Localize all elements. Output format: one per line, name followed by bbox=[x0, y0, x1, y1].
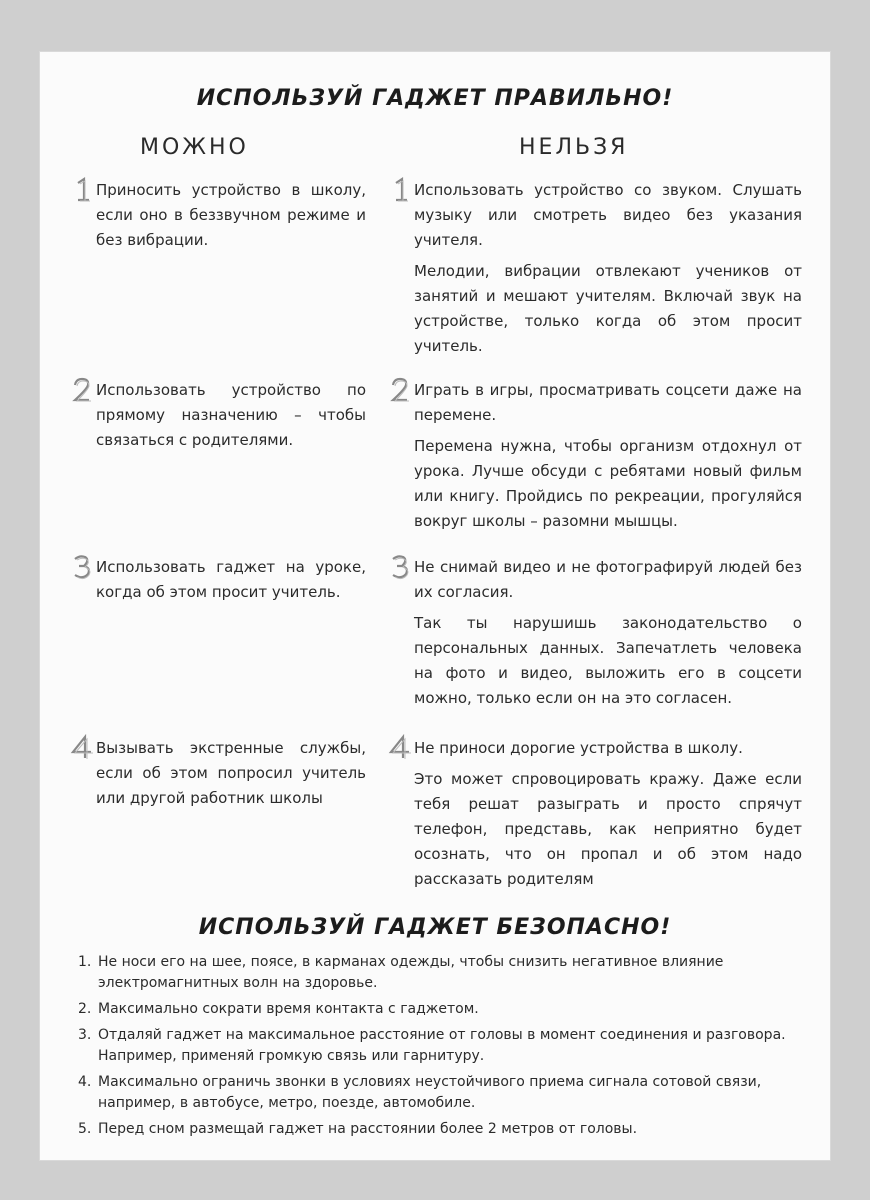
outline-digit-2-icon bbox=[388, 376, 412, 404]
can-text-2: Использовать устройство по прямому назначению – чтобы связаться с родителями. bbox=[96, 381, 366, 449]
outline-digit-2-icon bbox=[70, 376, 94, 404]
list-item-number: 5. bbox=[78, 1121, 92, 1137]
column-heading-cannot: НЕЛЬЗЯ bbox=[519, 135, 629, 160]
cannot-text-block-1 bbox=[414, 178, 802, 365]
can-text-4: Вызывать экстренные службы, если об этом попросил учитель или другой работник школы bbox=[96, 739, 366, 807]
main-title: ИСПОЛЬЗУЙ ГАДЖЕТ ПРАВИЛЬНО! bbox=[196, 86, 674, 111]
safety-list bbox=[78, 952, 790, 1145]
outline-digit-4-icon bbox=[388, 734, 412, 762]
list-item-number: 1. bbox=[78, 954, 92, 970]
cannot-note-3: Так ты нарушишь законодательство о персональных данных. Запечатлеть человека на фото и видео, выложить его в соцсети можно, только если он на это согласен. bbox=[414, 614, 802, 707]
list-item-text: Не носи его на шее, поясе, в карманах одежды, чтобы снизить негативное влияние электромагнитных волн на здоровье. bbox=[98, 954, 724, 991]
outline-digit-1-icon bbox=[70, 176, 94, 204]
list-item bbox=[78, 999, 790, 1020]
list-item-text: Перед сном размещай гаджет на расстоянии более 2 метров от головы. bbox=[98, 1121, 638, 1137]
cannot-text-block-3 bbox=[414, 555, 802, 717]
list-item-text: Максимально ограничь звонки в условиях неустойчивого приема сигнала сотовой связи, например, в автобусе, метро, поезде, автомобиле. bbox=[98, 1074, 762, 1111]
info-sheet bbox=[40, 52, 830, 1160]
column-heading-can: МОЖНО bbox=[140, 135, 249, 160]
cannot-note-4: Это может спровоцировать кражу. Даже если тебя решат разыграть и просто спрячут телефон, представь, как неприятно будет осознать, что он пропал и об этом надо рассказать родителям bbox=[414, 770, 802, 888]
outline-digit-3-icon bbox=[388, 553, 412, 581]
list-item-number: 2. bbox=[78, 1001, 92, 1017]
list-item bbox=[78, 1119, 790, 1140]
cannot-rule-2: Играть в игры, просматривать соцсети даже на перемене. bbox=[414, 381, 802, 424]
can-text-3: Использовать гаджет на уроке, когда об этом просит учитель. bbox=[96, 558, 366, 601]
outline-digit-1-icon bbox=[388, 176, 412, 204]
list-item-number: 4. bbox=[78, 1074, 92, 1090]
list-item bbox=[78, 952, 790, 994]
cannot-note-2: Перемена нужна, чтобы организм отдохнул от урока. Лучше обсуди с ребятами новый фильм или книгу. Пройдись по рекреации, прогуляйся вокруг школы – разомни мышцы. bbox=[414, 437, 802, 530]
list-item-number: 3. bbox=[78, 1027, 92, 1043]
list-item-text: Максимально сократи время контакта с гаджетом. bbox=[98, 1001, 479, 1017]
cannot-note-1: Мелодии, вибрации отвлекают учеников от занятий и мешают учителям. Включай звук на устройстве, только когда об этом просит учитель. bbox=[414, 262, 802, 355]
can-text-1: Приносить устройство в школу, если оно в беззвучном режиме и без вибрации. bbox=[96, 181, 366, 249]
cannot-rule-1: Использовать устройство со звуком. Слушать музыку или смотреть видео без указания учителя. bbox=[414, 181, 802, 249]
outline-digit-3-icon bbox=[70, 553, 94, 581]
cannot-rule-4: Не приноси дорогие устройства в школу. bbox=[414, 739, 743, 757]
list-item-text: Отдаляй гаджет на максимальное расстояние от головы в момент соединения и разговора. Например, применяй громкую связь или гарнитуру. bbox=[98, 1027, 786, 1064]
cannot-rule-3: Не снимай видео и не фотографируй людей без их согласия. bbox=[414, 558, 802, 601]
list-item bbox=[78, 1025, 790, 1067]
cannot-text-block-2 bbox=[414, 378, 802, 540]
safety-title: ИСПОЛЬЗУЙ ГАДЖЕТ БЕЗОПАСНО! bbox=[198, 915, 672, 940]
list-item bbox=[78, 1072, 790, 1114]
cannot-text-block-4 bbox=[414, 736, 802, 898]
outline-digit-4-icon bbox=[70, 734, 94, 762]
